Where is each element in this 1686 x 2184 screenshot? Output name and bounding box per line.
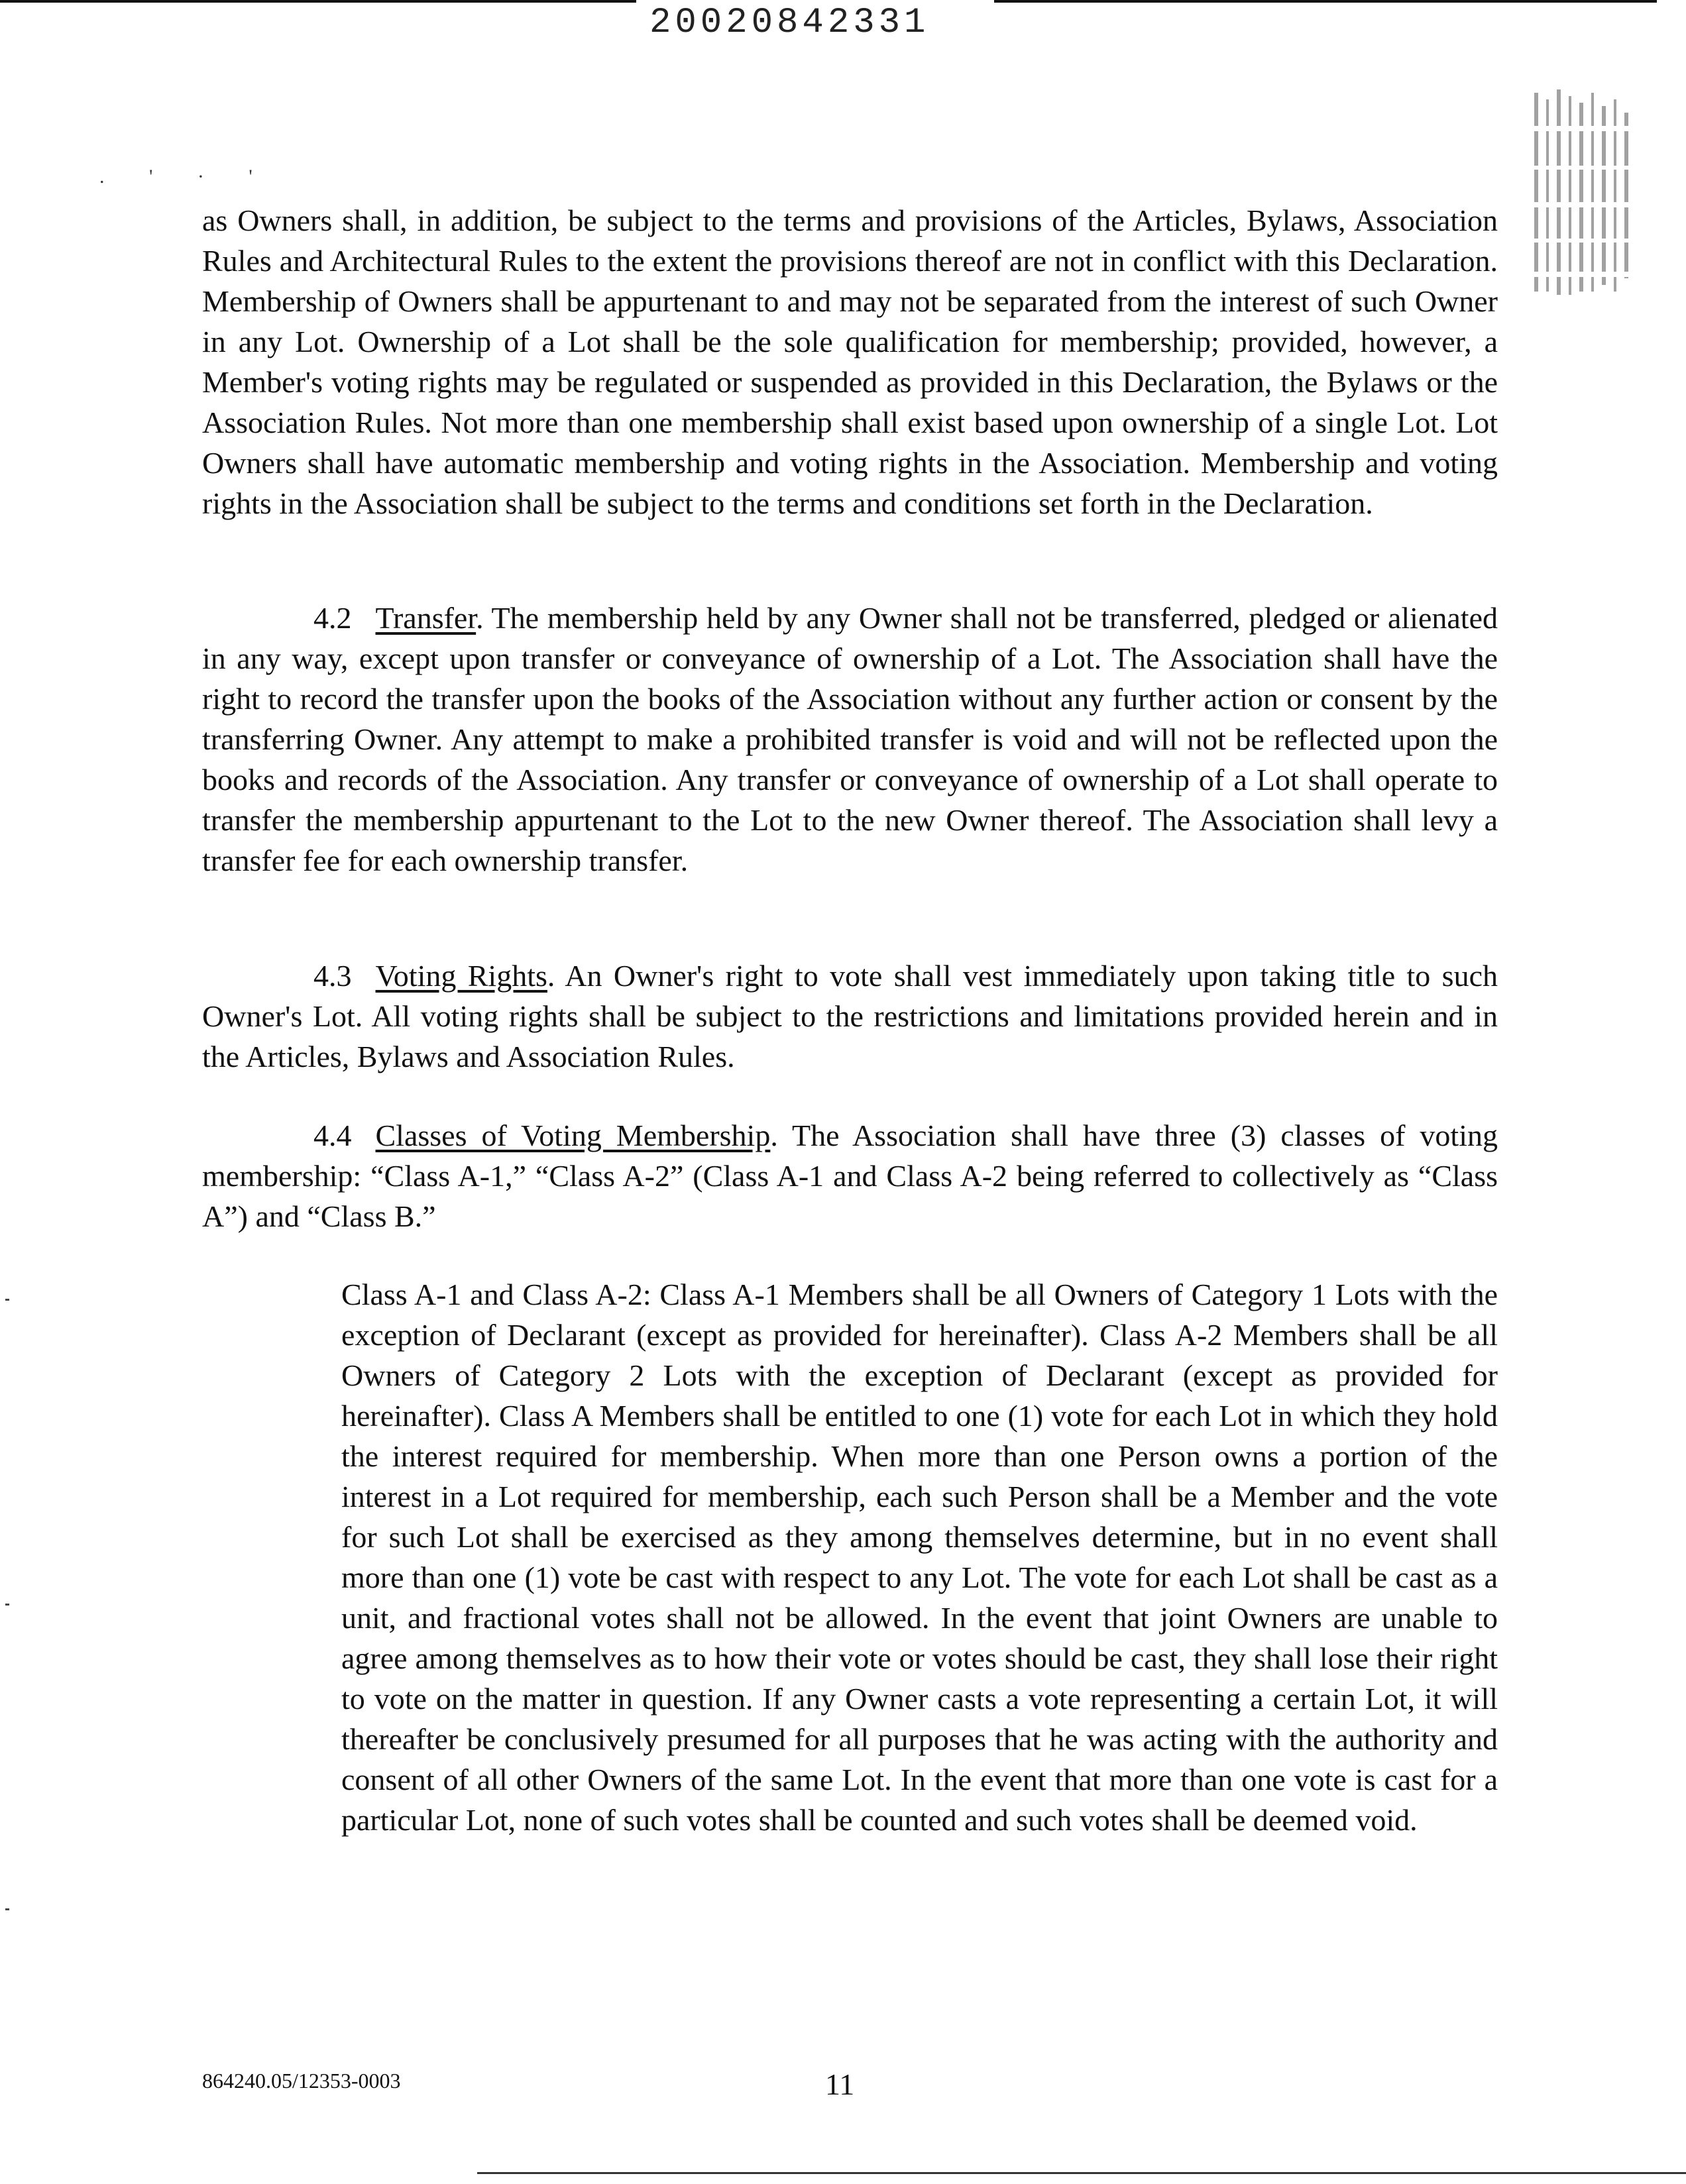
section-4-2-transfer [202, 598, 1498, 881]
page-number: 11 [825, 2067, 855, 2101]
section-number: 4.3 [313, 959, 352, 993]
section-text: . The Association shall have three (3) classes of voting membership: “Class A-1,” “Class A-2” (Class A-1 and Class A-2 being referred to collectively as “Class A”) and “Class B.” [202, 1119, 1498, 1233]
paragraph-membership-continued [202, 200, 1498, 523]
section-text: . The membership held by any Owner shall not be transferred, pledged or alienated in any way, except upon transfer or conveyance of ownership of a Lot. The Association shall have the right to record the transfer upon the books of the Association without any further action or consent by the transferring Owner. Any attempt to make a prohibited transfer is void and will not be reflected upon the books and records of the Association. Any transfer or conveyance of ownership of a Lot shall operate to transfer the membership appurtenant to the Lot to the new Owner thereof. The Association shall levy a transfer fee for each ownership transfer. [202, 601, 1498, 877]
section-title: Classes of Voting Membership [375, 1119, 771, 1152]
section-4-4-classes-of-voting-membership [202, 1115, 1498, 1236]
bottom-rule [477, 2172, 1686, 2174]
top-rule [0, 0, 636, 3]
section-title: Transfer [375, 601, 477, 635]
section-number: 4.4 [313, 1119, 352, 1152]
margin-stamp-mark [1528, 86, 1634, 305]
section-text: . An Owner's right to vote shall vest immediately upon taking title to such Owner's Lot. All voting rights shall be subject to the restrictions and limitations provided herein and in the Articles, Bylaws and Association Rules. [202, 959, 1498, 1073]
footer-file-reference: 864240.05/12353-0003 [202, 2069, 401, 2093]
margin-tick [5, 1604, 9, 1606]
margin-tick [5, 1908, 9, 1910]
document-number: 20020842331 [649, 3, 930, 43]
paragraph-text: as Owners shall, in addition, be subject to the terms and provisions of the Articles, Bylaws, Association Rules and Architectural Rules to the extent the provisions thereof are not in conflict with this Declaration. Membership of Owners shall be appurtenant to and may not be separated from the interest of such Owner in any Lot. Ownership of a Lot shall be the sole qualification for membership; provided, however, a Member's voting rights may be regulated or suspended as provided in this Declaration, the Bylaws or the Association Rules. Not more than one membership shall exist based upon ownership of a single Lot. Lot Owners shall have automatic membership and voting rights in the Association. Membership and voting rights in the Association shall be subject to the terms and conditions set forth in the Declaration. [202, 203, 1498, 520]
top-rule [994, 0, 1657, 3]
section-4-3-voting-rights [202, 956, 1498, 1077]
scan-specks: . ' · ' [99, 166, 272, 188]
margin-tick [5, 1299, 9, 1301]
section-number: 4.2 [313, 601, 352, 635]
paragraph-text: Class A-1 and Class A-2: Class A-1 Members shall be all Owners of Category 1 Lots with the exception of Declarant (except as provided for hereinafter). Class A-2 Members shall be all Owners of Category 2 Lots with the exception of Declarant (except as provided for hereinafter). Class A Members shall be entitled to one (1) vote for each Lot in which they hold the interest required for membership. When more than one Person owns a portion of the interest in a Lot required for membership, each such Person shall be a Member and the vote for such Lot shall be exercised as they among themselves determine, but in no event shall more than one (1) vote be cast with respect to any Lot. The vote for each Lot shall be cast as a unit, and fractional votes shall not be allowed. In the event that joint Owners are unable to agree among themselves as to how their vote or votes should be cast, they shall lose their right to vote on the matter in question. If any Owner casts a vote representing a certain Lot, it will thereafter be conclusively presumed for all purposes that he was acting with the authority and consent of all other Owners of the same Lot. In the event that more than one vote is cast for a particular Lot, none of such votes shall be counted and such votes shall be deemed void. [341, 1278, 1498, 1837]
section-title: Voting Rights [375, 959, 547, 993]
class-a-description [341, 1274, 1498, 1840]
